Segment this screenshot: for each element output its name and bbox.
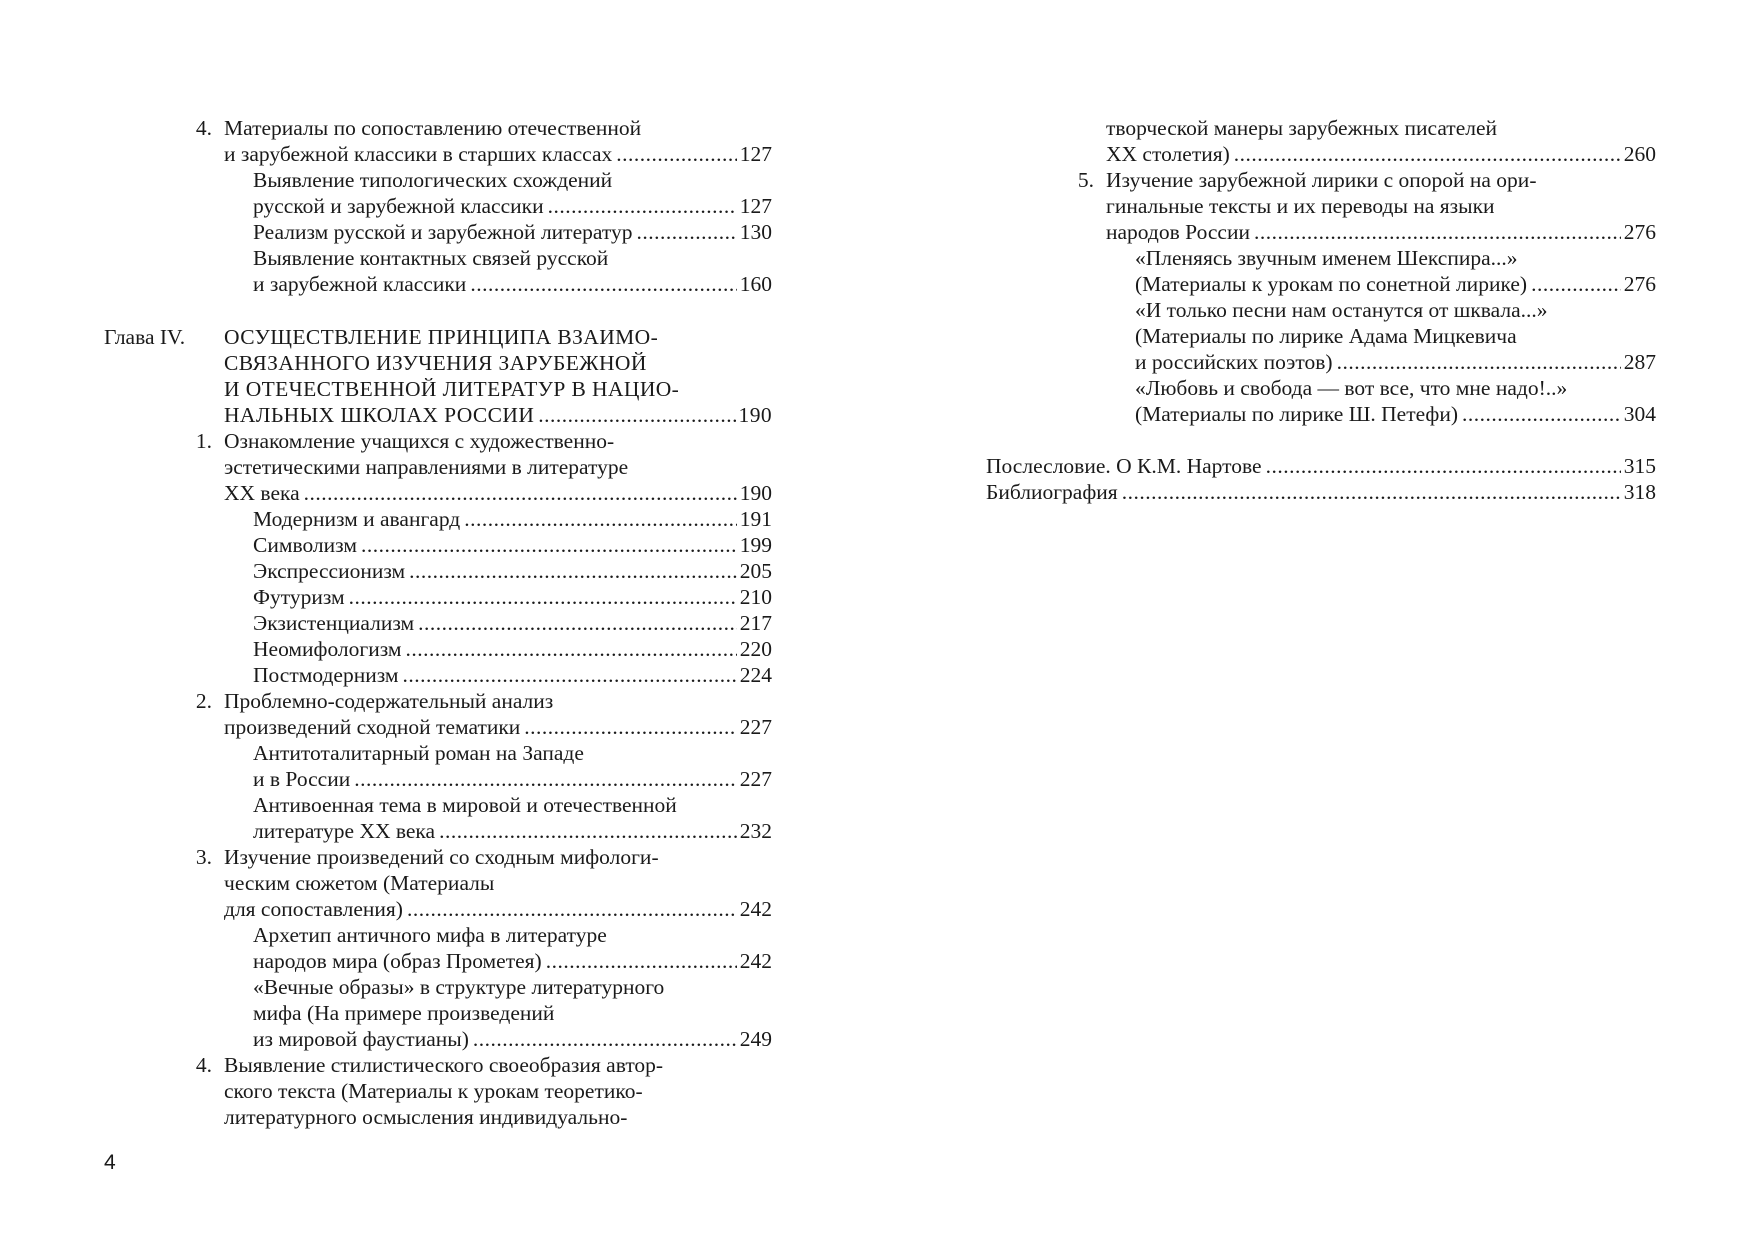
leader-dots — [538, 402, 735, 428]
page-ref: 191 — [739, 507, 772, 531]
toc-entry — [1106, 141, 1656, 167]
toc-entry-text: (Материалы по лирике Ш. Петефи) — [1135, 402, 1458, 426]
toc-entry-text: Экспрессионизм — [253, 559, 406, 583]
leader-dots — [464, 506, 737, 532]
toc-entry-text: эстетическими направлениями в литературе — [224, 455, 629, 479]
leader-dots — [1122, 479, 1621, 505]
page-ref: 127 — [739, 194, 772, 218]
leader-dots — [349, 584, 737, 610]
toc-entry-text: народов мира (образ Прометея) — [253, 949, 542, 973]
section-number: 4. — [195, 1053, 212, 1077]
toc-entry-text: народов России — [1106, 220, 1250, 244]
page-ref: 224 — [739, 663, 772, 687]
page-ref: 287 — [1623, 350, 1656, 374]
toc-entry-text: литературного осмысления индивидуально- — [224, 1105, 628, 1129]
toc-subentry — [253, 1026, 772, 1052]
page-ref: 199 — [739, 533, 772, 557]
toc-entry-text: ского текста (Материалы к урокам теоретико- — [224, 1079, 643, 1103]
leader-dots — [439, 818, 737, 844]
page-number: 4 — [104, 1151, 116, 1174]
leader-dots — [1234, 141, 1621, 167]
toc-subentry-text: «Вечные образы» в структуре литературного — [253, 975, 665, 999]
toc-entry-text: ческим сюжетом (Материалы — [224, 871, 495, 895]
leader-dots — [1266, 453, 1621, 479]
toc-entry-text: Модернизм и авангард — [253, 507, 461, 531]
leader-dots — [636, 219, 736, 245]
leader-dots — [407, 896, 737, 922]
leader-dots — [524, 714, 736, 740]
toc-entry-text: из мировой фаустианы) — [253, 1027, 469, 1051]
leader-dots — [616, 141, 737, 167]
toc-subentry — [253, 558, 772, 584]
toc-subentry-text: Выявление контактных связей русской — [253, 246, 609, 270]
toc-entry-text: литературе XX века — [253, 819, 436, 843]
page-ref: 227 — [739, 715, 772, 739]
toc-entry-text: Постмодернизм — [253, 663, 399, 687]
page-ref: 210 — [739, 585, 772, 609]
toc-subentry — [253, 610, 772, 636]
toc-entry-text: Послесловие. О К.М. Нартове — [986, 454, 1262, 478]
leader-dots — [473, 1026, 737, 1052]
toc-entry — [224, 714, 772, 740]
section-number: 2. — [195, 689, 212, 713]
toc-entry-bibliography — [986, 479, 1656, 505]
toc-entry-text: и российских поэтов) — [1135, 350, 1333, 374]
toc-entry — [224, 402, 772, 428]
toc-entry-text: Футуризм — [253, 585, 345, 609]
chapter-title-line: И ОТЕЧЕСТВЕННОЙ ЛИТЕРАТУР В НАЦИО- — [224, 377, 680, 401]
toc-entry-text: (Материалы к урокам по сонетной лирике) — [1135, 272, 1528, 296]
page-ref: 190 — [738, 403, 772, 427]
toc-entry-text: гинальные тексты и их переводы на языки — [1106, 194, 1495, 218]
toc-entry-text: Изучение зарубежной лирики с опорой на ори- — [1106, 168, 1537, 192]
toc-subentry — [253, 193, 772, 219]
page-ref: 127 — [739, 142, 772, 166]
page-ref: 260 — [1623, 142, 1656, 166]
leader-dots — [1337, 349, 1621, 375]
toc-entry-text: и зарубежной классики в старших классах — [224, 142, 613, 166]
toc-entry-text: русской и зарубежной классики — [253, 194, 544, 218]
toc-subentry-text: «И только песни нам останутся от шквала...» — [1135, 298, 1548, 322]
toc-entry-text: XX века — [224, 481, 300, 505]
toc-entry-text: Реализм русской и зарубежной литератур — [253, 220, 633, 244]
toc-entry-text: Материалы по сопоставлению отечественной — [224, 116, 642, 140]
toc-entry-text: и зарубежной классики — [253, 272, 467, 296]
toc-subentry — [253, 532, 772, 558]
page-ref: 315 — [1623, 454, 1656, 478]
toc-subentry-text: Антивоенная тема в мировой и отечественной — [253, 793, 677, 817]
page-ref: 318 — [1623, 480, 1656, 504]
leader-dots — [470, 271, 736, 297]
toc-subentry-text: Выявление типологических схождений — [253, 168, 613, 192]
toc-entry-text: Неомифологизм — [253, 637, 402, 661]
toc-entry-text: Проблемно-содержательный анализ — [224, 689, 554, 713]
toc-subentry — [253, 948, 772, 974]
toc-subentry — [253, 506, 772, 532]
toc-subentry-text: «Любовь и свобода — вот все, что мне надо!..» — [1135, 376, 1568, 400]
page-ref: 304 — [1623, 402, 1656, 426]
toc-subentry-text: Антитоталитарный роман на Западе — [253, 741, 584, 765]
page-ref: 217 — [739, 611, 772, 635]
page-ref: 130 — [739, 220, 772, 244]
page-ref: 160 — [739, 272, 772, 296]
toc-entry — [224, 480, 772, 506]
toc-subentry-text: Архетип античного мифа в литературе — [253, 923, 607, 947]
toc-entry-text: Экзистенциализм — [253, 611, 415, 635]
toc-entry — [224, 141, 772, 167]
leader-dots — [406, 636, 737, 662]
chapter-title-line: ОСУЩЕСТВЛЕНИЕ ПРИНЦИПА ВЗАИМО- — [224, 325, 659, 349]
leader-dots — [354, 766, 737, 792]
section-number: 4. — [195, 116, 212, 140]
toc-subentry-text: мифа (На примере произведений — [253, 1001, 555, 1025]
page-ref: 232 — [739, 819, 772, 843]
leader-dots — [409, 558, 737, 584]
page-ref: 220 — [739, 637, 772, 661]
toc-entry-text: Ознакомление учащихся с художественно- — [224, 429, 615, 453]
toc-entry-text: для сопоставления) — [224, 897, 403, 921]
toc-subentry — [1135, 401, 1656, 427]
toc-subentry — [253, 584, 772, 610]
toc-entry-text: Изучение произведений со сходным мифологи- — [224, 845, 659, 869]
toc-subentry — [253, 636, 772, 662]
leader-dots — [548, 193, 737, 219]
page-ref: 205 — [739, 559, 772, 583]
toc-entry-text: Библиография — [986, 480, 1118, 504]
page-ref: 190 — [739, 481, 772, 505]
toc-subentry-text: (Материалы по лирике Адама Мицкевича — [1135, 324, 1517, 348]
leader-dots — [1254, 219, 1621, 245]
chapter-label: Глава IV. — [104, 325, 186, 349]
toc-entry-text: произведений сходной тематики — [224, 715, 521, 739]
toc-entry — [224, 896, 772, 922]
leader-dots — [1531, 271, 1621, 297]
toc-entry — [1106, 219, 1656, 245]
section-number: 3. — [195, 845, 212, 869]
section-number: 5. — [1077, 168, 1094, 192]
toc-subentry-text: «Пленяясь звучным именем Шекспира...» — [1135, 246, 1518, 270]
toc-entry-afterword — [986, 453, 1656, 479]
toc-subentry — [1135, 349, 1656, 375]
toc-subentry — [253, 219, 772, 245]
toc-entry-text: и в России — [253, 767, 351, 791]
leader-dots — [403, 662, 737, 688]
toc-subentry — [253, 662, 772, 688]
toc-entry-text: творческой манеры зарубежных писателей — [1106, 116, 1498, 140]
toc-subentry — [253, 766, 772, 792]
page-ref: 276 — [1623, 272, 1656, 296]
page-ref: 242 — [739, 897, 772, 921]
toc-entry-text: Выявление стилистического своеобразия автор- — [224, 1053, 664, 1077]
leader-dots — [361, 532, 737, 558]
page-ref: 227 — [739, 767, 772, 791]
page-ref: 242 — [739, 949, 772, 973]
page-ref: 276 — [1623, 220, 1656, 244]
toc-subentry — [253, 818, 772, 844]
leader-dots — [304, 480, 737, 506]
toc-entry-text: XX столетия) — [1106, 142, 1230, 166]
toc-subentry — [1135, 271, 1656, 297]
toc-entry-text: Символизм — [253, 533, 357, 557]
chapter-title-line: НАЛЬНЫХ ШКОЛАХ РОССИИ — [224, 403, 535, 427]
chapter-title-line: СВЯЗАННОГО ИЗУЧЕНИЯ ЗАРУБЕЖНОЙ — [224, 351, 647, 375]
toc-subentry — [253, 271, 772, 297]
page-ref: 249 — [739, 1027, 772, 1051]
section-number: 1. — [195, 429, 212, 453]
leader-dots — [1462, 401, 1621, 427]
leader-dots — [418, 610, 737, 636]
leader-dots — [546, 948, 737, 974]
